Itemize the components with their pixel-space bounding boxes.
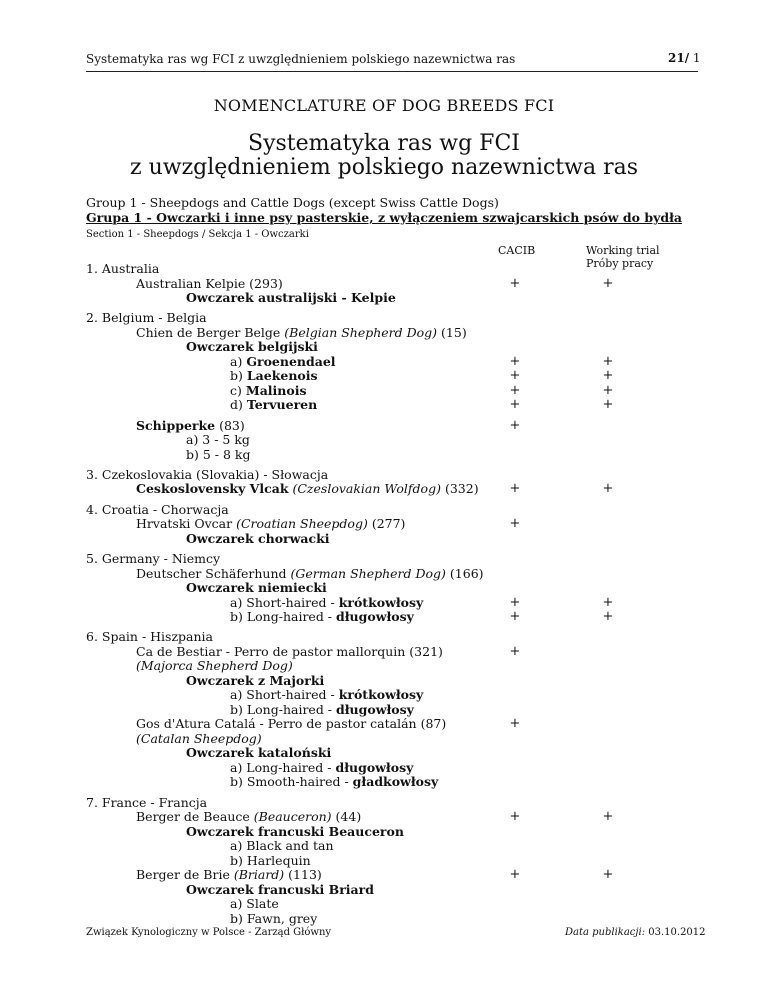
item-translation: (Briard) <box>233 867 285 882</box>
list-item <box>136 810 361 825</box>
footer-date: 03.10.2012 <box>648 927 706 938</box>
cacib-mark: + <box>509 354 521 369</box>
item-prefix: b) Long-haired - <box>230 609 336 624</box>
cacib-mark: + <box>509 516 521 531</box>
item-text: 1. Australia <box>86 261 160 276</box>
cacib-mark: + <box>509 383 521 398</box>
item-text: b) Fawn, grey <box>230 911 318 926</box>
cacib-mark: + <box>509 716 521 731</box>
item-text: Deutscher Schäferhund <box>136 566 287 581</box>
list-item <box>136 482 479 497</box>
list-item <box>230 912 317 927</box>
section-heading: Section 1 - Sheepdogs / Sekcja 1 - Owczarki <box>86 229 309 240</box>
item-code: (83) <box>219 418 245 433</box>
footer-left: Związek Kynologiczny w Polsce - Zarząd Główny <box>86 927 332 938</box>
cacib-mark: + <box>509 644 521 659</box>
cacib-mark: + <box>509 609 521 624</box>
item-text: 3. Czekoslovakia (Slovakia) - Słowacja <box>86 467 329 482</box>
group-heading-en: Group 1 - Sheepdogs and Cattle Dogs (except Swiss Cattle Dogs) <box>86 195 499 210</box>
item-text: Schipperke <box>136 418 216 433</box>
item-text: 2. Belgium - Belgia <box>86 310 207 325</box>
item-text: Gos d'Atura Catalá - Perro de pastor catalán (87) <box>136 716 447 731</box>
title-main: Systematyka ras wg FCI <box>248 131 520 156</box>
item-text: Owczarek francuski Beauceron <box>186 824 404 839</box>
item-text: Owczarek francuski Briard <box>186 882 374 897</box>
item-text: długowłosy <box>336 609 414 624</box>
list-item <box>186 883 374 898</box>
item-translation: (Belgian Shepherd Dog) <box>284 325 438 340</box>
column-working-trial-pl: Próby pracy <box>586 257 654 270</box>
item-translation: (Czeslovakian Wolfdog) <box>292 481 441 496</box>
item-text: Malinois <box>245 383 307 398</box>
cacib-mark: + <box>509 418 521 433</box>
item-text: a) Black and tan <box>230 838 334 853</box>
item-translation: (Catalan Sheepdog) <box>136 731 262 746</box>
item-code: (277) <box>371 516 406 531</box>
list-item <box>230 398 317 413</box>
item-text: a) Slate <box>230 896 279 911</box>
item-text: a) 3 - 5 kg <box>186 432 250 447</box>
footer-date-label: Data publikacji: <box>565 927 646 938</box>
item-code: (15) <box>441 325 467 340</box>
working-trial-mark: + <box>602 867 614 882</box>
working-trial-mark: + <box>602 809 614 824</box>
list-item <box>186 746 331 761</box>
list-item <box>86 311 207 326</box>
item-text: Owczarek niemiecki <box>186 580 327 595</box>
list-item <box>186 581 327 596</box>
item-text: Berger de Beauce <box>136 809 250 824</box>
item-text: Berger de Brie <box>136 867 230 882</box>
item-text: b) 5 - 8 kg <box>186 447 251 462</box>
list-item <box>230 688 423 703</box>
working-trial-mark: + <box>602 595 614 610</box>
item-text: Chien de Berger Belge <box>136 325 281 340</box>
list-item <box>186 340 318 355</box>
working-trial-mark: + <box>602 609 614 624</box>
list-item <box>230 610 414 625</box>
working-trial-mark: + <box>602 397 614 412</box>
group-heading-pl: Grupa 1 - Owczarki i inne psy pasterskie, z wyłączeniem szwajcarskich psów do bydła <box>86 210 682 225</box>
list-item <box>230 369 318 384</box>
list-item <box>186 433 250 448</box>
list-item <box>136 659 293 674</box>
title-nomenclature: NOMENCLATURE OF DOG BREEDS FCI <box>213 96 555 115</box>
item-prefix: c) <box>230 383 246 398</box>
item-text: gładkowłosy <box>352 774 439 789</box>
list-item <box>136 868 322 883</box>
item-text: Ca de Bestiar - Perro de pastor mallorquin (321) <box>136 644 443 659</box>
item-prefix: d) <box>230 397 247 412</box>
cacib-mark: + <box>509 867 521 882</box>
item-text: b) Harlequin <box>230 853 311 868</box>
item-prefix: b) <box>230 368 247 383</box>
item-prefix: a) <box>230 354 247 369</box>
item-code: (332) <box>444 481 479 496</box>
working-trial-mark: + <box>602 383 614 398</box>
list-item <box>186 291 396 306</box>
cacib-mark: + <box>509 595 521 610</box>
item-text: Owczarek belgijski <box>186 339 318 354</box>
item-translation: (Majorca Shepherd Dog) <box>136 658 293 673</box>
footer-right <box>565 927 706 938</box>
list-item <box>230 839 334 854</box>
item-text: Tervueren <box>246 397 318 412</box>
cacib-mark: + <box>509 276 521 291</box>
list-item <box>186 448 250 463</box>
item-prefix: b) Long-haired - <box>230 702 336 717</box>
column-working-trial-en: Working trial <box>586 244 660 257</box>
item-prefix: a) Short-haired - <box>230 687 339 702</box>
column-cacib: CACIB <box>498 244 536 257</box>
item-code: (166) <box>449 566 484 581</box>
item-text: Hrvatski Ovcar <box>136 516 233 531</box>
item-text: krótkowłosy <box>338 595 424 610</box>
item-text: Laekenois <box>246 368 318 383</box>
list-item <box>136 517 405 532</box>
item-text: Groenendael <box>246 354 336 369</box>
working-trial-mark: + <box>602 481 614 496</box>
cacib-mark: + <box>509 481 521 496</box>
page-number-bold: 21/ <box>668 51 690 65</box>
cacib-mark: + <box>509 809 521 824</box>
list-item <box>86 262 159 277</box>
item-code: (44) <box>335 809 362 824</box>
item-text: Owczarek australijski - Kelpie <box>186 290 396 305</box>
item-text: Ceskoslovensky Vlcak <box>136 481 289 496</box>
item-text: Owczarek kataloński <box>186 745 332 760</box>
item-text: Owczarek z Majorki <box>186 673 325 688</box>
item-text: 7. France - Francja <box>86 795 208 810</box>
item-translation: (Croatian Sheepdog) <box>236 516 368 531</box>
item-prefix: b) Smooth-haired - <box>230 774 353 789</box>
item-text: 6. Spain - Hiszpania <box>86 629 213 644</box>
working-trial-mark: + <box>602 368 614 383</box>
list-item <box>186 532 330 547</box>
item-text: Australian Kelpie (293) <box>136 276 283 291</box>
item-text: długowłosy <box>336 702 414 717</box>
item-text: krótkowłosy <box>338 687 424 702</box>
cacib-mark: + <box>509 397 521 412</box>
item-text: długowłosy <box>335 760 414 775</box>
list-item <box>230 775 438 790</box>
item-prefix: a) Short-haired - <box>230 595 339 610</box>
item-text: 4. Croatia - Chorwacja <box>86 502 229 517</box>
item-text: 5. Germany - Niemcy <box>86 551 221 566</box>
list-item <box>230 897 279 912</box>
list-item <box>86 552 220 567</box>
item-prefix: a) Long-haired - <box>230 760 336 775</box>
page-number-sub: 1 <box>692 51 701 65</box>
item-text: Owczarek chorwacki <box>186 531 330 546</box>
item-translation: (German Shepherd Dog) <box>290 566 446 581</box>
list-item <box>136 717 446 732</box>
running-header: Systematyka ras wg FCI z uwzględnieniem polskiego nazewnictwa ras <box>86 52 516 66</box>
item-translation: (Beauceron) <box>253 809 332 824</box>
cacib-mark: + <box>509 368 521 383</box>
title-sub: z uwzględnieniem polskiego nazewnictwa ras <box>129 155 639 180</box>
item-code: (113) <box>288 867 322 882</box>
list-item <box>86 630 213 645</box>
working-trial-mark: + <box>602 276 614 291</box>
working-trial-mark: + <box>602 354 614 369</box>
